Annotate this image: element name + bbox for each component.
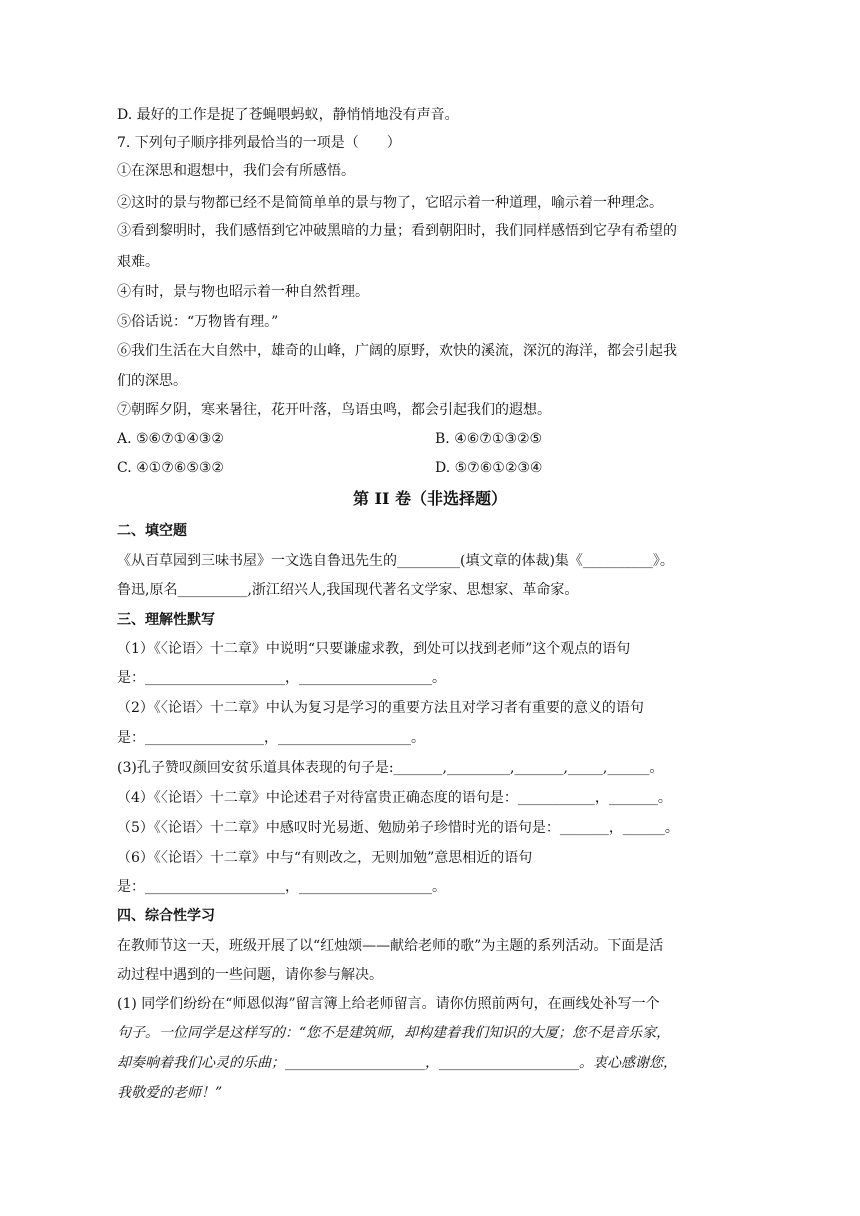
q7-sentence-5: ⑤俗话说：“万物皆有理。”	[117, 314, 279, 330]
section-3-q2a: （2）《〈论语〉十二章》中认为复习是学习的重要方法且对学习者有重要的意义的语句	[117, 700, 644, 716]
section-4-q1c: 却奏响着我们心灵的乐曲；____________________，____________________。衷心感谢您，	[117, 1055, 677, 1071]
q7-option-b: B. ④⑥⑦①③②⑤	[435, 431, 543, 447]
q7-sentence-4: ④有时，景与物也昭示着一种自然哲理。	[117, 284, 369, 300]
q7-sentence-6b: 们的深思。	[117, 373, 187, 389]
q7-sentence-6a: ⑥我们生活在大自然中，雄奇的山峰，广阔的原野，欢快的溪流，深沉的海洋，都会引起我	[117, 343, 677, 359]
section-3-q1b: 是：____________________，___________________。	[117, 670, 446, 686]
section-4-q1a: (1) 同学们纷纷在“师恩似海”留言簿上给老师留言。请你仿照前两句，在画线处补写一个	[117, 996, 660, 1012]
section-4-intro-b: 动过程中遇到的一些问题，请你参与解决。	[117, 967, 383, 983]
section-4-heading: 四、综合性学习	[117, 908, 215, 924]
section-4-intro-a: 在教师节这一天，班级开展了以“红烛颂——献给老师的歌”为主题的系列活动。下面是活	[117, 938, 664, 954]
section-3-q5: （5）《〈论语〉十二章》中感叹时光易逝、勉励弟子珍惜时光的语句是：_______，______。	[117, 820, 679, 836]
q7-sentence-7: ⑦朝晖夕阴，寒来暑往，花开叶落，鸟语虫鸣，都会引起我们的遐想。	[117, 402, 551, 418]
section-2-heading: 二、填空题	[117, 523, 187, 539]
q7-sentence-3a: ③看到黎明时，我们感悟到它冲破黑暗的力量；看到朝阳时，我们同样感悟到它孕有希望的	[117, 223, 677, 239]
section-3-q1a: （1）《〈论语〉十二章》中说明“只要谦虚求教，到处可以找到老师”这个观点的语句	[117, 641, 631, 657]
section-4-q1b: 句子。一位同学是这样写的：“您不是建筑师，却构建着我们知识的大厦；您不是音乐家，	[117, 1025, 671, 1041]
q7-sentence-2: ②这时的景与物都已经不是简简单单的景与物了，它昭示着一种道理，喻示着一种理念。	[117, 195, 663, 211]
section-3-q6a: （6）《〈论语〉十二章》中与“有则改之，无则加勉”意思相近的语句	[117, 850, 533, 866]
section-3-q4: （4）《〈论语〉十二章》中论述君子对待富贵正确态度的语句是：___________，_______。	[117, 790, 672, 806]
q7-stem: 7. 下列句子顺序排列最恰当的一项是（ ）	[117, 135, 401, 151]
section-3-q2b: 是：_________________，___________________。	[117, 730, 425, 746]
section-3-q6b: 是：____________________，___________________。	[117, 879, 446, 895]
section-2-line-1: 《从百草园到三味书屋》一文选自鲁迅先生的_________(填文章的体裁)集《__________》。	[117, 553, 674, 569]
part2-title: 第 II 卷（非选择题）	[352, 489, 508, 508]
q7-sentence-1: ①在深思和遐想中，我们会有所感悟。	[117, 163, 355, 179]
section-2-line-2: 鲁迅,原名__________,浙江绍兴人,我国现代著名文学家、思想家、革命家。	[117, 582, 579, 598]
q7-sentence-3b: 艰难。	[117, 254, 159, 270]
section-4-q1d: 我敬爱的老师！”	[117, 1085, 223, 1101]
section-3-q3: (3)孔子赞叹颜回安贫乐道具体表现的句子是:_______,_________,_______,_____,______。	[117, 760, 664, 776]
q7-option-d: D. ⑤⑦⑥①②③④	[435, 460, 543, 476]
section-3-heading: 三、理解性默写	[117, 612, 215, 628]
q7-option-c: C. ④①⑦⑥⑤③②	[117, 460, 224, 476]
q6-option-d: D. 最好的工作是捉了苍蝇喂蚂蚁，静悄悄地没有声音。	[117, 107, 459, 123]
q7-option-a: A. ⑤⑥⑦①④③②	[117, 431, 224, 447]
